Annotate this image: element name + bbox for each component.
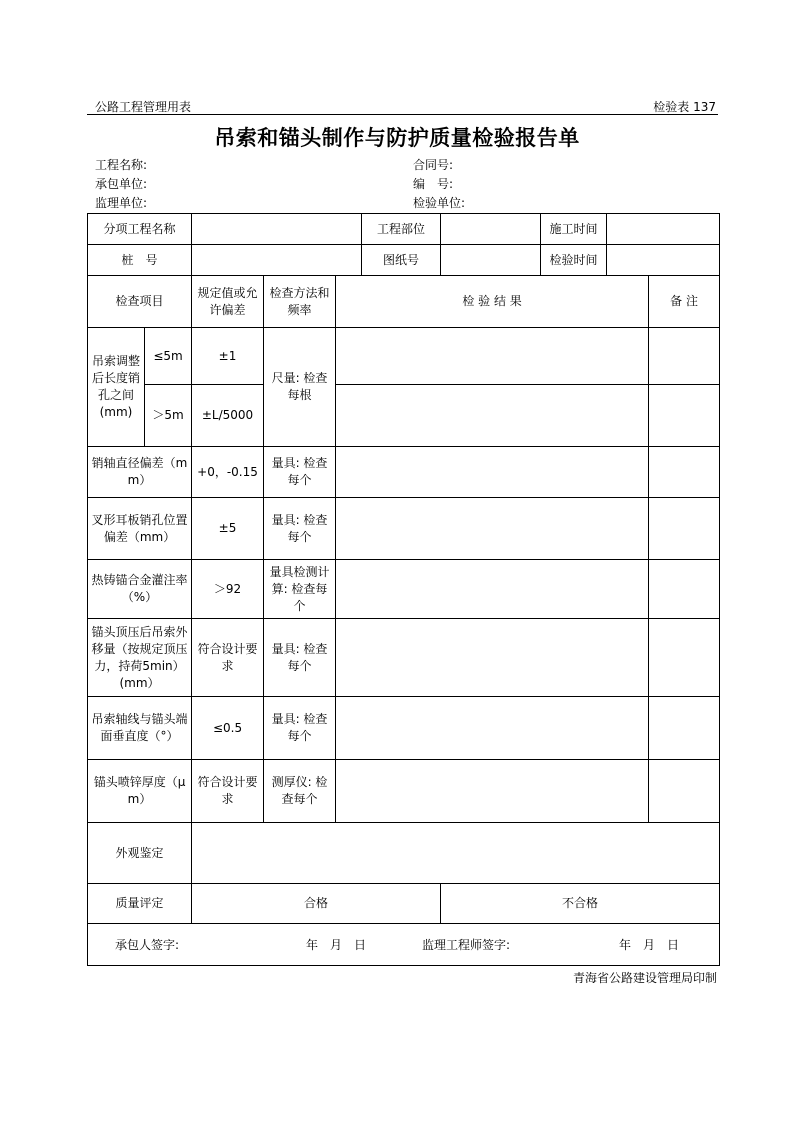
station-label: 桩 号 [88,245,192,276]
col-remark-header: 备 注 [649,276,720,328]
serial-no-label: 编 号: [413,177,454,191]
row4-item: 热铸锚合金灌注率（%） [88,560,192,619]
contract-no-label: 合同号: [413,158,454,172]
signature-row [88,924,720,966]
project-name-label: 工程名称: [95,158,148,172]
contractor-label: 承包单位: [95,177,148,191]
row4-remark[interactable] [649,560,720,619]
row5-result[interactable] [336,619,649,697]
row5-remark[interactable] [649,619,720,697]
row6-remark[interactable] [649,697,720,760]
row4-method: 量具检测计算: 检查每个 [264,560,336,619]
row7-result[interactable] [336,760,649,823]
drawing-no-label: 图纸号 [362,245,441,276]
row6-result[interactable] [336,697,649,760]
row2-spec: +0，-0.15 [192,447,264,498]
contractor-date: 年 月 日 [306,938,367,952]
row3-spec: ±5 [192,498,264,560]
row1-item: 吊索调整后长度销孔之间(mm) [88,328,145,447]
row3-item: 叉形耳板销孔位置偏差（mm） [88,498,192,560]
page-title: 吊索和锚头制作与防护质量检验报告单 [214,125,580,150]
col-result-header: 检 验 结 果 [336,276,649,328]
quality-fail[interactable]: 不合格 [441,884,720,924]
form-number: 检验表 137 [653,100,716,114]
work-part-value[interactable] [441,214,541,245]
row2-result[interactable] [336,447,649,498]
row1b-result[interactable] [336,385,649,447]
row1b-remark[interactable] [649,385,720,447]
row7-item: 锚头喷锌厚度（μm） [88,760,192,823]
row3-method: 量具: 检查每个 [264,498,336,560]
station-value[interactable] [192,245,362,276]
row1-method: 尺量: 检查每根 [264,328,336,447]
sub-project-label: 分项工程名称 [88,214,192,245]
inspection-time-value[interactable] [607,245,720,276]
row3-result[interactable] [336,498,649,560]
contractor-sign-label: 承包人签字: [115,938,180,952]
engineer-sign-label: 监理工程师签字: [422,938,511,952]
row1-spec-a: ±1 [192,328,264,385]
col-spec-header: 规定值或允许偏差 [192,276,264,328]
row5-method: 量具: 检查每个 [264,619,336,697]
row5-spec: 符合设计要求 [192,619,264,697]
inspection-time-label: 检验时间 [541,245,607,276]
form-category: 公路工程管理用表 [95,100,192,114]
inspection-table [87,213,720,966]
construction-time-value[interactable] [607,214,720,245]
row7-remark[interactable] [649,760,720,823]
header-rule [87,114,718,115]
row1-spec-b: ±L/5000 [192,385,264,447]
col-item-header: 检查项目 [88,276,192,328]
work-part-label: 工程部位 [362,214,441,245]
drawing-no-value[interactable] [441,245,541,276]
row1-sub-b: ＞5m [145,385,192,447]
engineer-date: 年 月 日 [619,938,680,952]
row5-item: 锚头顶压后吊索外移量（按规定顶压力，持荷5min）(mm） [88,619,192,697]
row2-remark[interactable] [649,447,720,498]
row1a-remark[interactable] [649,328,720,385]
col-method-header: 检查方法和频率 [264,276,336,328]
quality-label: 质量评定 [88,884,192,924]
appearance-value[interactable] [192,823,720,884]
row6-spec: ≤0.5 [192,697,264,760]
appearance-label: 外观鉴定 [88,823,192,884]
row2-method: 量具: 检查每个 [264,447,336,498]
quality-pass[interactable]: 合格 [192,884,441,924]
sub-project-value[interactable] [192,214,362,245]
row4-spec: ＞92 [192,560,264,619]
construction-time-label: 施工时间 [541,214,607,245]
row6-item: 吊索轴线与锚头端面垂直度（°） [88,697,192,760]
row6-method: 量具: 检查每个 [264,697,336,760]
row7-spec: 符合设计要求 [192,760,264,823]
row1-sub-a: ≤5m [145,328,192,385]
row1a-result[interactable] [336,328,649,385]
printer-note: 青海省公路建设管理局印制 [572,971,717,985]
inspection-unit-label: 检验单位: [413,196,466,210]
supervisor-label: 监理单位: [95,196,148,210]
row7-method: 测厚仪: 检查每个 [264,760,336,823]
row3-remark[interactable] [649,498,720,560]
row2-item: 销轴直径偏差（mm） [88,447,192,498]
row4-result[interactable] [336,560,649,619]
